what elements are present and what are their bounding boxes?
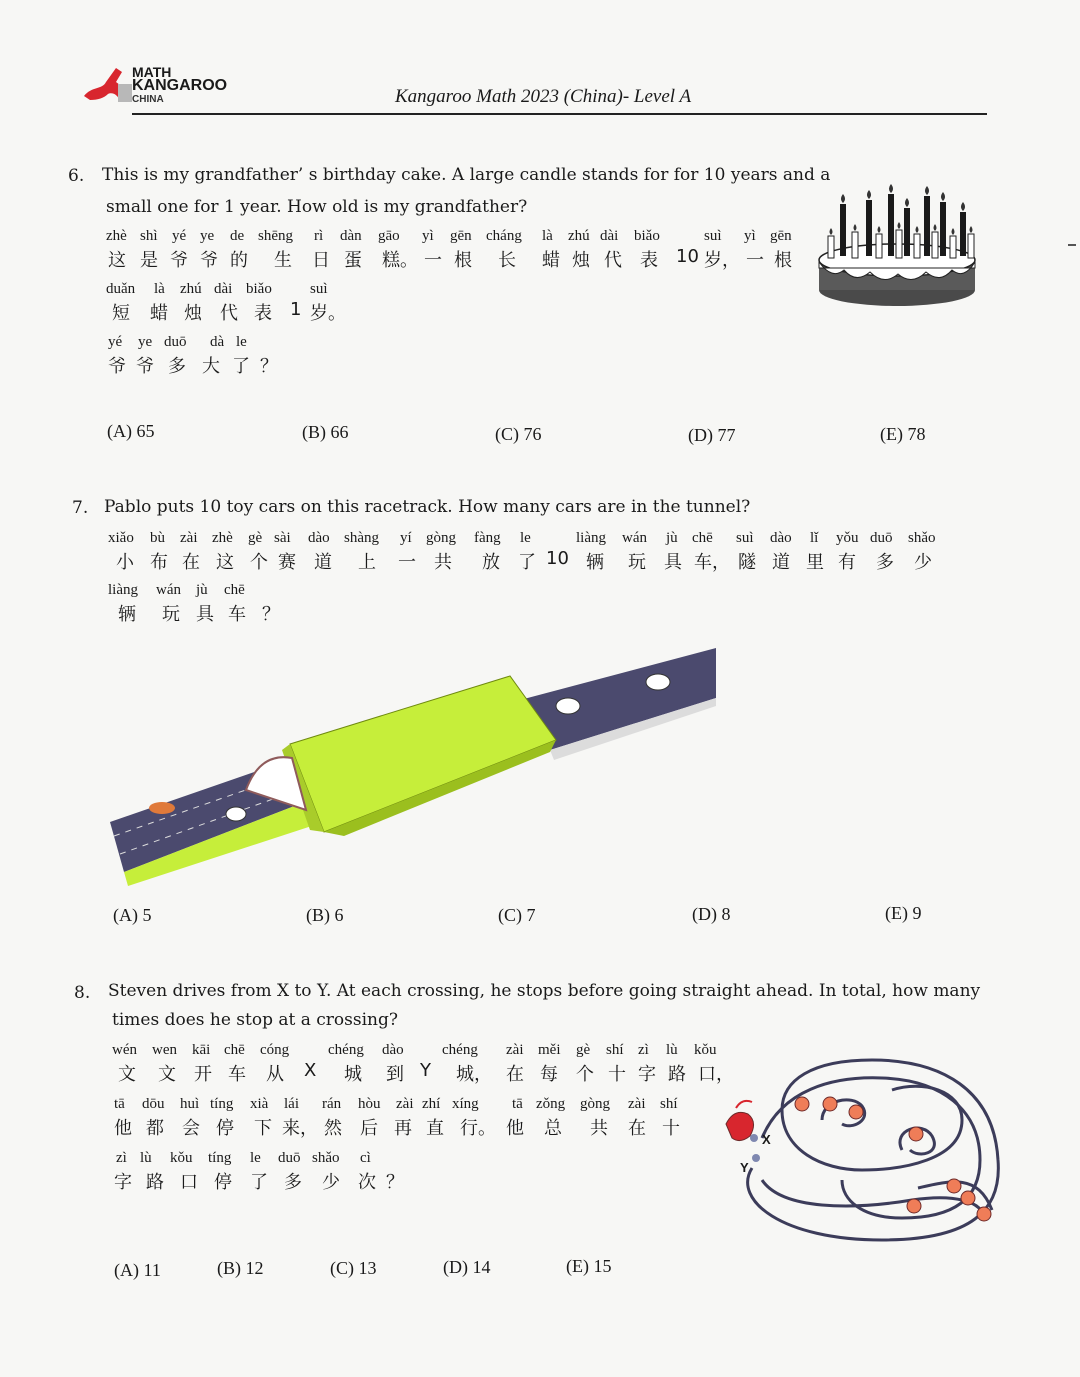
hanzi: 少 bbox=[322, 1172, 340, 1193]
hanzi: 大 bbox=[202, 356, 220, 377]
pinyin: lái bbox=[284, 1096, 299, 1112]
hanzi: 再 bbox=[394, 1118, 412, 1139]
pinyin: zài bbox=[180, 530, 198, 546]
pinyin: dào bbox=[382, 1042, 404, 1058]
hanzi: 十 bbox=[608, 1064, 626, 1085]
hanzi: 多 bbox=[284, 1172, 302, 1193]
crossing-dot bbox=[947, 1179, 961, 1193]
q8-text-line1: Steven drives from X to Y. At each crossing, he stops before going straight ahead. In total, how many bbox=[108, 981, 981, 1001]
crossing-dot bbox=[849, 1105, 863, 1119]
pinyin: zài bbox=[506, 1042, 524, 1058]
hanzi: 隧 bbox=[738, 552, 756, 573]
hanzi: 直 bbox=[426, 1118, 444, 1139]
hanzi: 长 bbox=[498, 250, 516, 271]
pinyin: gēn bbox=[450, 228, 472, 244]
hanzi: 爷 bbox=[136, 356, 154, 377]
pinyin: duō bbox=[870, 530, 893, 546]
hanzi: 来， bbox=[282, 1118, 318, 1139]
small-candle bbox=[950, 236, 956, 258]
hanzi: 上 bbox=[358, 552, 376, 573]
pinyin: zǒng bbox=[536, 1096, 566, 1112]
car-icon bbox=[149, 802, 175, 814]
q7-option-b[interactable]: (B) 6 bbox=[306, 905, 344, 925]
hanzi: 他 bbox=[114, 1118, 132, 1139]
pinyin: gè bbox=[576, 1042, 591, 1058]
hanzi: 代 bbox=[220, 303, 238, 324]
hanzi: 在 bbox=[628, 1118, 646, 1139]
pinyin: shí bbox=[660, 1096, 678, 1112]
pinyin: chē bbox=[224, 582, 245, 598]
hanzi: 一 bbox=[746, 250, 764, 271]
hanzi: 个 bbox=[576, 1064, 594, 1085]
hanzi: 道 bbox=[772, 552, 790, 573]
pinyin: dài bbox=[600, 228, 619, 244]
pinyin: chéng bbox=[328, 1042, 364, 1058]
hanzi: 这 bbox=[108, 250, 126, 271]
q8-option-c[interactable]: (C) 13 bbox=[330, 1258, 377, 1278]
hanzi: 了 bbox=[232, 356, 250, 377]
flame-icon bbox=[941, 192, 945, 201]
flame-icon bbox=[841, 194, 845, 203]
hanzi: 路 bbox=[146, 1172, 164, 1193]
q7-option-e[interactable]: (E) 9 bbox=[885, 903, 922, 923]
hanzi: 是 bbox=[140, 250, 158, 271]
hanzi: 烛 bbox=[184, 303, 202, 324]
hanzi: 文 bbox=[118, 1064, 136, 1085]
hanzi: 城， bbox=[456, 1064, 492, 1085]
flame-icon bbox=[867, 190, 871, 199]
hanzi: 十 bbox=[662, 1118, 680, 1139]
hanzi: 多 bbox=[168, 356, 186, 377]
pinyin: zhè bbox=[106, 228, 127, 244]
q6-option-d[interactable]: (D) 77 bbox=[688, 425, 736, 445]
hanzi: 10 bbox=[676, 246, 699, 267]
hanzi: 总 bbox=[544, 1118, 562, 1139]
small-candle bbox=[896, 230, 902, 258]
small-candle bbox=[932, 232, 938, 258]
pinyin: gēn bbox=[770, 228, 792, 244]
hanzi: 后 bbox=[360, 1118, 378, 1139]
hanzi: 了 bbox=[518, 552, 536, 573]
hanzi: ？ bbox=[260, 356, 278, 377]
hanzi: 然 bbox=[324, 1118, 342, 1139]
pinyin: jù bbox=[196, 582, 208, 598]
hanzi: 岁。 bbox=[310, 303, 346, 324]
pinyin: wán bbox=[156, 582, 181, 598]
crossing-dot bbox=[795, 1097, 809, 1111]
pinyin: jù bbox=[666, 530, 678, 546]
flame-icon bbox=[961, 202, 965, 211]
hanzi: 蜡 bbox=[150, 303, 168, 324]
small-candle bbox=[852, 232, 858, 258]
flame-icon bbox=[878, 226, 881, 233]
flame-icon bbox=[925, 186, 929, 195]
pinyin: fàng bbox=[474, 530, 501, 546]
hanzi: 车 bbox=[228, 1064, 246, 1085]
hanzi: X bbox=[304, 1060, 317, 1081]
q6-text-line1: This is my grandfather’ s birthday cake. A large candle stands for for 10 years and a bbox=[102, 165, 831, 185]
hanzi: ？ bbox=[262, 604, 280, 625]
hanzi: 道 bbox=[314, 552, 332, 573]
pinyin: kāi bbox=[192, 1042, 211, 1058]
hanzi: 字 bbox=[114, 1172, 132, 1193]
pinyin: lù bbox=[666, 1042, 678, 1058]
flame-icon bbox=[830, 228, 833, 235]
pinyin: xíng bbox=[452, 1096, 479, 1112]
crossing-dot bbox=[977, 1207, 991, 1221]
pinyin: zhí bbox=[422, 1096, 441, 1112]
pinyin: bù bbox=[150, 530, 165, 546]
hanzi: 赛 bbox=[278, 552, 296, 573]
car-icon bbox=[726, 1112, 754, 1140]
pinyin: chéng bbox=[442, 1042, 478, 1058]
hanzi: 小 bbox=[116, 552, 134, 573]
pinyin: là bbox=[542, 228, 553, 244]
hanzi: 文 bbox=[158, 1064, 176, 1085]
hanzi: 到 bbox=[386, 1064, 404, 1085]
pinyin: cóng bbox=[260, 1042, 290, 1058]
crossing-dot bbox=[961, 1191, 975, 1205]
car-icon bbox=[556, 698, 580, 714]
hanzi: 具 bbox=[664, 552, 682, 573]
start-point bbox=[750, 1134, 758, 1142]
hanzi: 一 bbox=[398, 552, 416, 573]
pinyin: shǎo bbox=[908, 530, 936, 546]
pinyin: gè bbox=[248, 530, 263, 546]
pinyin: liàng bbox=[108, 582, 138, 598]
pinyin: dào bbox=[308, 530, 330, 546]
hanzi: 字 bbox=[638, 1064, 656, 1085]
pinyin: huì bbox=[180, 1096, 200, 1112]
pinyin: gāo bbox=[378, 228, 400, 244]
pinyin: ye bbox=[138, 334, 153, 350]
hanzi: 辆 bbox=[586, 552, 604, 573]
pinyin: lǐ bbox=[810, 530, 819, 546]
hanzi: 从 bbox=[266, 1064, 284, 1085]
car-icon bbox=[226, 807, 246, 821]
page-title: Kangaroo Math 2023 (China)- Level A bbox=[395, 86, 692, 107]
hanzi: 辆 bbox=[118, 604, 136, 625]
hanzi: 在 bbox=[182, 552, 200, 573]
pinyin: liàng bbox=[576, 530, 606, 546]
q7-option-c[interactable]: (C) 7 bbox=[498, 905, 536, 925]
pinyin: le bbox=[236, 334, 247, 350]
hanzi: 爷 bbox=[170, 250, 188, 271]
pinyin: zì bbox=[116, 1150, 127, 1166]
large-candle bbox=[924, 196, 930, 256]
hanzi: 短 bbox=[112, 303, 130, 324]
small-candle bbox=[828, 236, 834, 258]
hanzi: 行。 bbox=[460, 1118, 496, 1139]
hanzi: 岁， bbox=[704, 250, 740, 271]
pinyin: lù bbox=[140, 1150, 152, 1166]
pinyin: shǎo bbox=[312, 1150, 340, 1166]
hanzi: 里 bbox=[806, 552, 824, 573]
large-candle bbox=[840, 204, 846, 256]
pinyin: shàng bbox=[344, 530, 379, 546]
logo-line2: KANGAROO bbox=[132, 77, 228, 94]
crossing-dot bbox=[907, 1199, 921, 1213]
q6-option-b[interactable]: (B) 66 bbox=[302, 422, 349, 442]
pinyin: suì bbox=[310, 281, 328, 297]
hanzi: 玩 bbox=[628, 552, 646, 573]
car-icon bbox=[646, 674, 670, 690]
hanzi: 日 bbox=[312, 250, 330, 271]
pinyin: měi bbox=[538, 1042, 561, 1058]
hanzi: 1 bbox=[290, 299, 302, 320]
q8-option-b[interactable]: (B) 12 bbox=[217, 1258, 264, 1278]
hanzi: 这 bbox=[216, 552, 234, 573]
pinyin: shēng bbox=[258, 228, 293, 244]
pinyin: dà bbox=[210, 334, 225, 350]
large-candle bbox=[888, 194, 894, 256]
hanzi: 代 bbox=[604, 250, 622, 271]
flame-icon bbox=[898, 222, 901, 229]
pinyin: yì bbox=[422, 228, 434, 244]
hanzi: 城 bbox=[344, 1064, 362, 1085]
hanzi: 停 bbox=[216, 1118, 234, 1139]
hanzi: 蜡 bbox=[542, 250, 560, 271]
pinyin: ye bbox=[200, 228, 215, 244]
q6-option-c[interactable]: (C) 76 bbox=[495, 424, 542, 444]
hanzi: 下 bbox=[254, 1118, 272, 1139]
hanzi: 少 bbox=[914, 552, 932, 573]
tunnel-top bbox=[290, 676, 556, 832]
q7-text-line1: Pablo puts 10 toy cars on this racetrack. How many cars are in the tunnel? bbox=[104, 497, 751, 517]
pinyin: dàn bbox=[340, 228, 362, 244]
pinyin: là bbox=[154, 281, 165, 297]
pinyin: kǒu bbox=[694, 1042, 717, 1058]
pinyin: suì bbox=[704, 228, 722, 244]
pinyin: le bbox=[250, 1150, 261, 1166]
q8-option-a[interactable]: (A) 11 bbox=[114, 1260, 161, 1280]
hanzi: 了 bbox=[250, 1172, 268, 1193]
hanzi: 一 bbox=[424, 250, 442, 271]
pinyin: gòng bbox=[426, 530, 456, 546]
pinyin: sài bbox=[274, 530, 291, 546]
pinyin: duǎn bbox=[106, 281, 136, 297]
pinyin: duō bbox=[164, 334, 187, 350]
hanzi: 都 bbox=[146, 1118, 164, 1139]
pinyin: tā bbox=[114, 1096, 125, 1112]
q6-text-line2: small one for 1 year. How old is my grandfather? bbox=[106, 197, 528, 217]
pinyin: dài bbox=[214, 281, 233, 297]
hanzi: 布 bbox=[150, 552, 168, 573]
pinyin: tā bbox=[512, 1096, 523, 1112]
hanzi: ？ bbox=[386, 1172, 404, 1193]
label-x: X bbox=[762, 1132, 771, 1147]
hanzi: 蛋 bbox=[344, 250, 362, 271]
hanzi: 口 bbox=[180, 1172, 198, 1193]
large-candle bbox=[866, 200, 872, 256]
pinyin: zài bbox=[628, 1096, 646, 1112]
q8-number: 8. bbox=[74, 983, 91, 1003]
large-candle bbox=[904, 208, 910, 256]
q7-option-a[interactable]: (A) 5 bbox=[113, 905, 152, 925]
road-lines bbox=[748, 1060, 999, 1240]
hanzi: 10 bbox=[546, 548, 569, 569]
pinyin: biǎo bbox=[634, 228, 660, 244]
hanzi: 开 bbox=[194, 1064, 212, 1085]
hanzi: 多 bbox=[876, 552, 894, 573]
hanzi: 烛 bbox=[572, 250, 590, 271]
pinyin: yé bbox=[172, 228, 187, 244]
q8-option-e[interactable]: (E) 15 bbox=[566, 1256, 612, 1276]
logo-text bbox=[132, 65, 227, 107]
logo-line3: CHINA bbox=[132, 94, 164, 105]
hanzi: 爷 bbox=[200, 250, 218, 271]
pinyin: yé bbox=[108, 334, 123, 350]
hanzi: 车， bbox=[694, 552, 730, 573]
hanzi: 放 bbox=[482, 552, 500, 573]
hanzi: Y bbox=[420, 1060, 431, 1081]
hanzi: 次 bbox=[358, 1172, 376, 1193]
flame-icon bbox=[952, 228, 955, 235]
hanzi: 个 bbox=[250, 552, 268, 573]
pinyin: biǎo bbox=[246, 281, 272, 297]
margin-mark bbox=[1068, 244, 1076, 246]
flame-icon bbox=[905, 198, 909, 207]
flame-icon bbox=[854, 224, 857, 231]
pinyin: kǒu bbox=[170, 1150, 193, 1166]
q8-option-d[interactable]: (D) 14 bbox=[443, 1257, 491, 1277]
q7-number: 7. bbox=[72, 498, 89, 518]
hanzi: 路 bbox=[668, 1064, 686, 1085]
hanzi: 的 bbox=[230, 250, 248, 271]
pinyin: xià bbox=[250, 1096, 269, 1112]
pinyin: wén bbox=[112, 1042, 137, 1058]
flame-icon bbox=[889, 184, 893, 193]
hanzi: 根 bbox=[774, 250, 792, 271]
q6-option-e[interactable]: (E) 78 bbox=[880, 424, 926, 444]
small-candle bbox=[876, 234, 882, 258]
hanzi: 生 bbox=[274, 250, 292, 271]
hanzi: 具 bbox=[196, 604, 214, 625]
header-divider bbox=[132, 113, 987, 115]
pinyin: duō bbox=[278, 1150, 301, 1166]
birthday-cake-figure bbox=[812, 180, 982, 310]
pinyin: yì bbox=[744, 228, 756, 244]
hanzi: 共 bbox=[590, 1118, 608, 1139]
end-point bbox=[752, 1154, 760, 1162]
crossing-dot bbox=[909, 1127, 923, 1141]
pinyin: shí bbox=[606, 1042, 624, 1058]
large-candle bbox=[940, 202, 946, 256]
pinyin: zài bbox=[396, 1096, 414, 1112]
pinyin: xiǎo bbox=[108, 530, 134, 546]
racetrack-tunnel-figure bbox=[110, 640, 722, 890]
pinyin: wen bbox=[152, 1042, 177, 1058]
pinyin: dōu bbox=[142, 1096, 165, 1112]
small-candle bbox=[914, 234, 920, 258]
pinyin: yǒu bbox=[836, 530, 859, 546]
flame-icon bbox=[916, 226, 919, 233]
q7-option-d[interactable]: (D) 8 bbox=[692, 904, 731, 924]
pinyin: shì bbox=[140, 228, 158, 244]
logo-line1: MATH bbox=[132, 64, 172, 80]
hanzi: 玩 bbox=[162, 604, 180, 625]
pinyin: tíng bbox=[210, 1096, 234, 1112]
hanzi: 共 bbox=[434, 552, 452, 573]
hanzi: 在 bbox=[506, 1064, 524, 1085]
hanzi: 车 bbox=[228, 604, 246, 625]
q6-number: 6. bbox=[68, 166, 85, 186]
q6-option-a[interactable]: (A) 65 bbox=[107, 421, 155, 441]
direction-arrow-icon bbox=[736, 1101, 752, 1108]
hanzi: 表 bbox=[640, 250, 658, 271]
flame-icon bbox=[970, 226, 973, 233]
hanzi: 会 bbox=[182, 1118, 200, 1139]
flame-icon bbox=[934, 224, 937, 231]
pinyin: zì bbox=[638, 1042, 649, 1058]
pinyin: de bbox=[230, 228, 245, 244]
pinyin: cháng bbox=[486, 228, 522, 244]
hanzi: 根 bbox=[454, 250, 472, 271]
pinyin: gòng bbox=[580, 1096, 610, 1112]
pinyin: zhú bbox=[568, 228, 590, 244]
pinyin: suì bbox=[736, 530, 754, 546]
pinyin: le bbox=[520, 530, 531, 546]
pinyin: dào bbox=[770, 530, 792, 546]
road-maze-figure bbox=[722, 1050, 1012, 1250]
pinyin: cì bbox=[360, 1150, 371, 1166]
pinyin: chē bbox=[692, 530, 713, 546]
hanzi: 表 bbox=[254, 303, 272, 324]
hanzi: 爷 bbox=[108, 356, 126, 377]
pinyin: tíng bbox=[208, 1150, 232, 1166]
small-candle bbox=[968, 234, 974, 258]
hanzi: 糕。 bbox=[382, 250, 418, 271]
pinyin: wán bbox=[622, 530, 647, 546]
pinyin: zhú bbox=[180, 281, 202, 297]
pinyin: yí bbox=[400, 530, 412, 546]
large-candle bbox=[960, 212, 966, 256]
pinyin: rì bbox=[314, 228, 324, 244]
q8-text-line2: times does he stop at a crossing? bbox=[112, 1010, 398, 1030]
pinyin: zhè bbox=[212, 530, 233, 546]
hanzi: 每 bbox=[540, 1064, 558, 1085]
crossing-dot bbox=[823, 1097, 837, 1111]
hanzi: 口， bbox=[698, 1064, 734, 1085]
label-y: Y bbox=[740, 1160, 749, 1175]
pinyin: rán bbox=[322, 1096, 342, 1112]
hanzi: 停 bbox=[214, 1172, 232, 1193]
pinyin: chē bbox=[224, 1042, 245, 1058]
pinyin: hòu bbox=[358, 1096, 381, 1112]
hanzi: 他 bbox=[506, 1118, 524, 1139]
hanzi: 有 bbox=[838, 552, 856, 573]
